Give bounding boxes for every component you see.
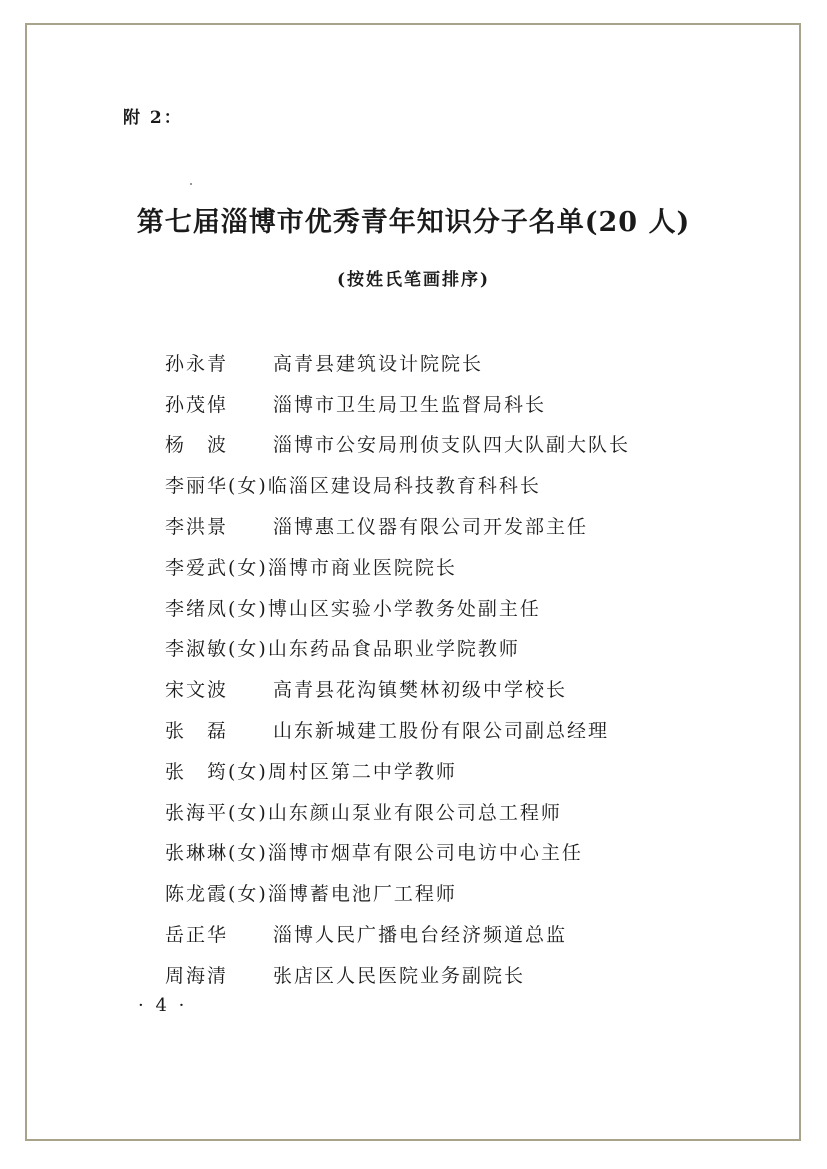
person-name: 李淑敏(女) [165,638,268,661]
person-name: 李绪凤(女) [165,597,268,620]
roster-row [165,750,725,791]
person-position: 淄博市商业医院院长 [267,556,457,579]
roster-row [165,832,725,873]
attachment-label: 附 2： [123,108,183,128]
person-name: 张 筠(女) [165,760,268,783]
roster-row [165,954,725,995]
person-position: 山东新城建工股份有限公司副总经理 [273,720,610,743]
roster-row [165,342,725,383]
roster-row [165,464,725,505]
person-position: 临淄区建设局科技教育科科长 [267,475,541,498]
person-name: 杨 波 [165,434,229,457]
person-position: 高青县建筑设计院院长 [273,352,484,375]
roster-row [165,383,725,424]
person-position: 周村区第二中学教师 [267,760,457,783]
person-name: 岳正华 [165,924,229,947]
person-position: 淄博人民广播电台经济频道总监 [273,924,568,947]
person-name: 孙茂倬 [165,393,229,416]
person-name: 张琳琳(女) [165,842,268,865]
person-position: 高青县花沟镇樊林初级中学校长 [273,679,568,702]
person-position: 博山区实验小学教务处副主任 [267,597,541,620]
person-position: 淄博蓄电池厂工程师 [267,883,457,906]
person-name: 李爱武(女) [165,556,268,579]
person-position: 淄博市公安局刑侦支队四大队副大队长 [273,434,631,457]
person-name: 周海清 [165,964,229,987]
person-name: 李洪景 [165,516,229,539]
roster-row [165,913,725,954]
person-name: 李丽华(女) [165,475,268,498]
person-name: 陈龙霞(女) [165,883,268,906]
page-number: · 4 · [138,995,188,1016]
person-position: 山东药品食品职业学院教师 [267,638,520,661]
document-title: 第七届淄博市优秀青年知识分子名单(20 人) [136,207,691,238]
person-position: 淄博惠工仪器有限公司开发部主任 [273,516,589,539]
person-position: 张店区人民医院业务副院长 [273,964,526,987]
roster-list [165,342,725,995]
roster-row [165,872,725,913]
roster-row [165,791,725,832]
person-name: 孙永青 [165,352,229,375]
scan-speck [190,183,192,185]
roster-row [165,709,725,750]
roster-row [165,505,725,546]
roster-row [165,628,725,669]
person-position: 山东颜山泵业有限公司总工程师 [267,801,562,824]
document-subtitle: (按姓氏笔画排序) [336,270,491,290]
person-name: 张海平(女) [165,801,268,824]
roster-row [165,668,725,709]
roster-row [165,546,725,587]
roster-row [165,424,725,465]
person-position: 淄博市烟草有限公司电访中心主任 [267,842,583,865]
person-position: 淄博市卫生局卫生监督局科长 [273,393,547,416]
roster-row [165,587,725,628]
person-name: 宋文波 [165,679,229,702]
person-name: 张 磊 [165,720,229,743]
